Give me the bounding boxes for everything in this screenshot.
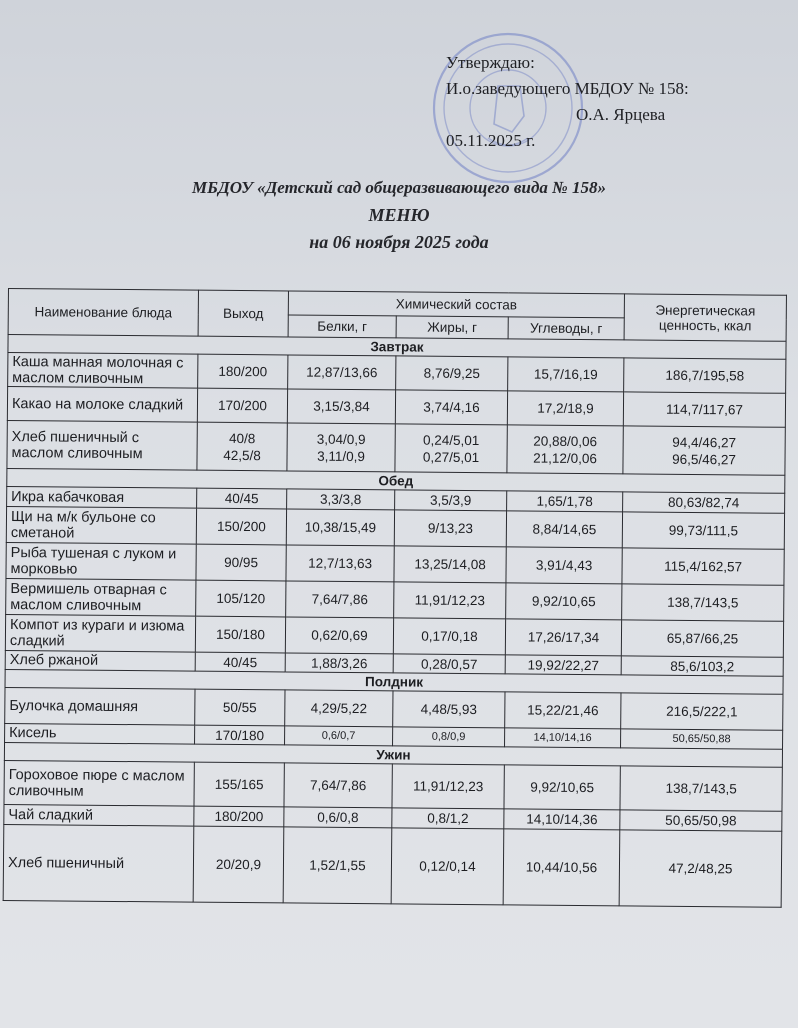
table-row — [7, 420, 785, 475]
dish-output: 180/200 — [194, 806, 284, 827]
dish-energy: 186,7/195,58 — [624, 358, 786, 393]
dish-protein: 1,88/3,26 — [285, 653, 393, 673]
dish-fat: 3,74/4,16 — [395, 390, 507, 425]
approval-date: 05.11.2025 г. — [446, 131, 536, 150]
dish-energy: 47,2/48,25 — [619, 830, 782, 907]
dish-protein: 7,64/7,86 — [284, 763, 392, 808]
menu-table — [3, 288, 787, 908]
dish-name: Щи на м/к бульоне со сметаной — [6, 506, 196, 544]
dish-carbs: 20,88/0,06 21,12/0,06 — [507, 425, 623, 474]
section-snack: Полдник — [5, 669, 783, 694]
col-header-fat: Жиры, г — [396, 316, 508, 339]
dish-energy: 138,7/143,5 — [620, 766, 782, 811]
dish-output: 180/200 — [198, 354, 288, 389]
dish-carbs: 9,92/10,65 — [506, 583, 622, 620]
dish-output: 50/55 — [195, 689, 285, 726]
dish-carbs: 17,2/18,9 — [507, 391, 623, 426]
dish-carbs: 15,7/16,19 — [508, 357, 624, 392]
dish-carbs: 3,91/4,43 — [506, 547, 622, 584]
dish-carbs: 15,22/21,46 — [505, 692, 621, 729]
dish-protein: 1,52/1,55 — [283, 827, 392, 904]
dish-name: Кисель — [5, 723, 195, 744]
col-header-name: Наименование блюда — [8, 289, 198, 337]
dish-fat: 4,48/5,93 — [393, 691, 505, 728]
dish-output: 155/165 — [194, 762, 284, 807]
dish-output: 150/180 — [195, 616, 285, 653]
dish-protein: 0,6/0,8 — [284, 807, 392, 828]
dish-output: 170/200 — [197, 388, 287, 423]
dish-fat: 13,25/14,08 — [394, 546, 506, 583]
dish-energy: 138,7/143,5 — [622, 584, 784, 621]
menu-date: на 06 ноября 2025 года — [309, 232, 489, 252]
dish-output: 105/120 — [196, 580, 286, 617]
dish-carbs: 8,84/14,65 — [506, 511, 622, 548]
dish-energy: 99,73/111,5 — [622, 512, 784, 549]
dish-energy: 216,5/222,1 — [621, 693, 783, 730]
dish-fat: 0,12/0,14 — [391, 828, 504, 905]
dish-carbs: 17,26/17,34 — [505, 619, 621, 656]
col-header-chem: Химический состав — [288, 291, 624, 318]
dish-fat: 0,17/0,18 — [393, 618, 505, 655]
approval-block — [446, 50, 766, 154]
dish-name: Хлеб пшеничный с маслом сливочным — [7, 420, 197, 470]
dish-output: 40/8 42,5/8 — [197, 422, 287, 471]
section-lunch: Обед — [7, 468, 785, 493]
table-row — [4, 760, 782, 811]
dish-protein: 3,04/0,9 3,11/0,9 — [287, 423, 395, 472]
dish-output: 150/200 — [196, 508, 286, 545]
dish-energy: 50,65/50,88 — [621, 729, 783, 749]
section-dinner: Ужин — [4, 742, 782, 767]
dish-protein: 10,38/15,49 — [286, 509, 394, 546]
dish-energy: 50,65/50,98 — [620, 810, 782, 831]
dish-energy: 80,63/82,74 — [623, 492, 785, 513]
dish-protein: 3,3/3,8 — [287, 489, 395, 510]
dish-fat: 8,76/9,25 — [396, 356, 508, 391]
dish-output: 40/45 — [195, 652, 285, 672]
dish-protein: 3,15/3,84 — [287, 389, 395, 424]
dish-name: Икра кабачковая — [7, 486, 197, 508]
dish-name: Хлеб пшеничный — [3, 824, 194, 902]
dish-name: Компот из кураги и изюма сладкий — [5, 614, 195, 652]
dish-fat: 0,24/5,01 0,27/5,01 — [395, 424, 507, 473]
dish-protein: 12,7/13,63 — [286, 545, 394, 582]
approval-position: И.о.заведующего МБДОУ № 158: — [446, 79, 689, 98]
dish-carbs: 10,44/10,56 — [503, 829, 620, 906]
approval-signer: О.А. Ярцева — [576, 105, 666, 124]
dish-fat: 0,8/1,2 — [392, 808, 504, 829]
dish-output: 170/180 — [195, 725, 285, 745]
dish-protein: 0,6/0,7 — [285, 726, 393, 746]
dish-carbs: 1,65/1,78 — [507, 491, 623, 512]
dish-protein: 4,29/5,22 — [285, 690, 393, 727]
dish-energy: 65,87/66,25 — [621, 620, 783, 657]
table-row — [3, 824, 782, 907]
dish-fat: 0,28/0,57 — [393, 654, 505, 674]
organization-name: МБДОУ «Детский сад общеразвивающего вида № 158» — [192, 178, 606, 197]
dish-energy: 114,7/117,67 — [623, 392, 785, 427]
dish-name: Вермишель отварная с маслом сливочным — [6, 578, 196, 616]
col-header-energy: Энергетическая ценность, ккал — [624, 294, 786, 341]
section-breakfast: Завтрак — [8, 335, 786, 360]
dish-protein: 0,62/0,69 — [285, 617, 393, 654]
dish-energy: 115,4/162,57 — [622, 548, 784, 585]
dish-fat: 9/13,23 — [394, 510, 506, 547]
col-header-protein: Белки, г — [288, 315, 396, 338]
dish-name: Гороховое пюре с маслом сливочным — [4, 760, 194, 806]
dish-carbs: 14,10/14,36 — [504, 809, 620, 830]
dish-output: 20/20,9 — [193, 826, 284, 903]
dish-fat: 3,5/3,9 — [395, 490, 507, 511]
dish-protein: 12,87/13,66 — [288, 355, 396, 390]
dish-protein: 7,64/7,86 — [286, 581, 394, 618]
dish-name: Какао на молоке сладкий — [7, 387, 197, 423]
approval-heading: Утверждаю: — [446, 53, 535, 72]
dish-energy: 94,4/46,27 96,5/46,27 — [623, 426, 785, 475]
dish-carbs: 19,92/22,27 — [505, 655, 621, 675]
dish-name: Каша манная молочная с маслом сливочным — [8, 353, 198, 389]
dish-name: Хлеб ржаной — [5, 650, 195, 671]
dish-name: Булочка домашняя — [5, 687, 195, 725]
dish-output: 90/95 — [196, 544, 286, 581]
dish-energy: 85,6/103,2 — [621, 656, 783, 676]
dish-carbs: 14,10/14,16 — [505, 728, 621, 748]
page-title: МЕНЮ — [368, 205, 430, 225]
dish-carbs: 9,92/10,65 — [504, 765, 620, 810]
dish-fat: 0,8/0,9 — [393, 727, 505, 747]
dish-name: Рыба тушеная с луком и морковью — [6, 542, 196, 580]
dish-fat: 11,91/12,23 — [394, 582, 506, 619]
dish-output: 40/45 — [197, 488, 287, 509]
col-header-output: Выход — [198, 290, 288, 337]
col-header-carbs: Углеводы, г — [508, 317, 624, 340]
dish-name: Чай сладкий — [4, 804, 194, 826]
dish-fat: 11,91/12,23 — [392, 764, 504, 809]
